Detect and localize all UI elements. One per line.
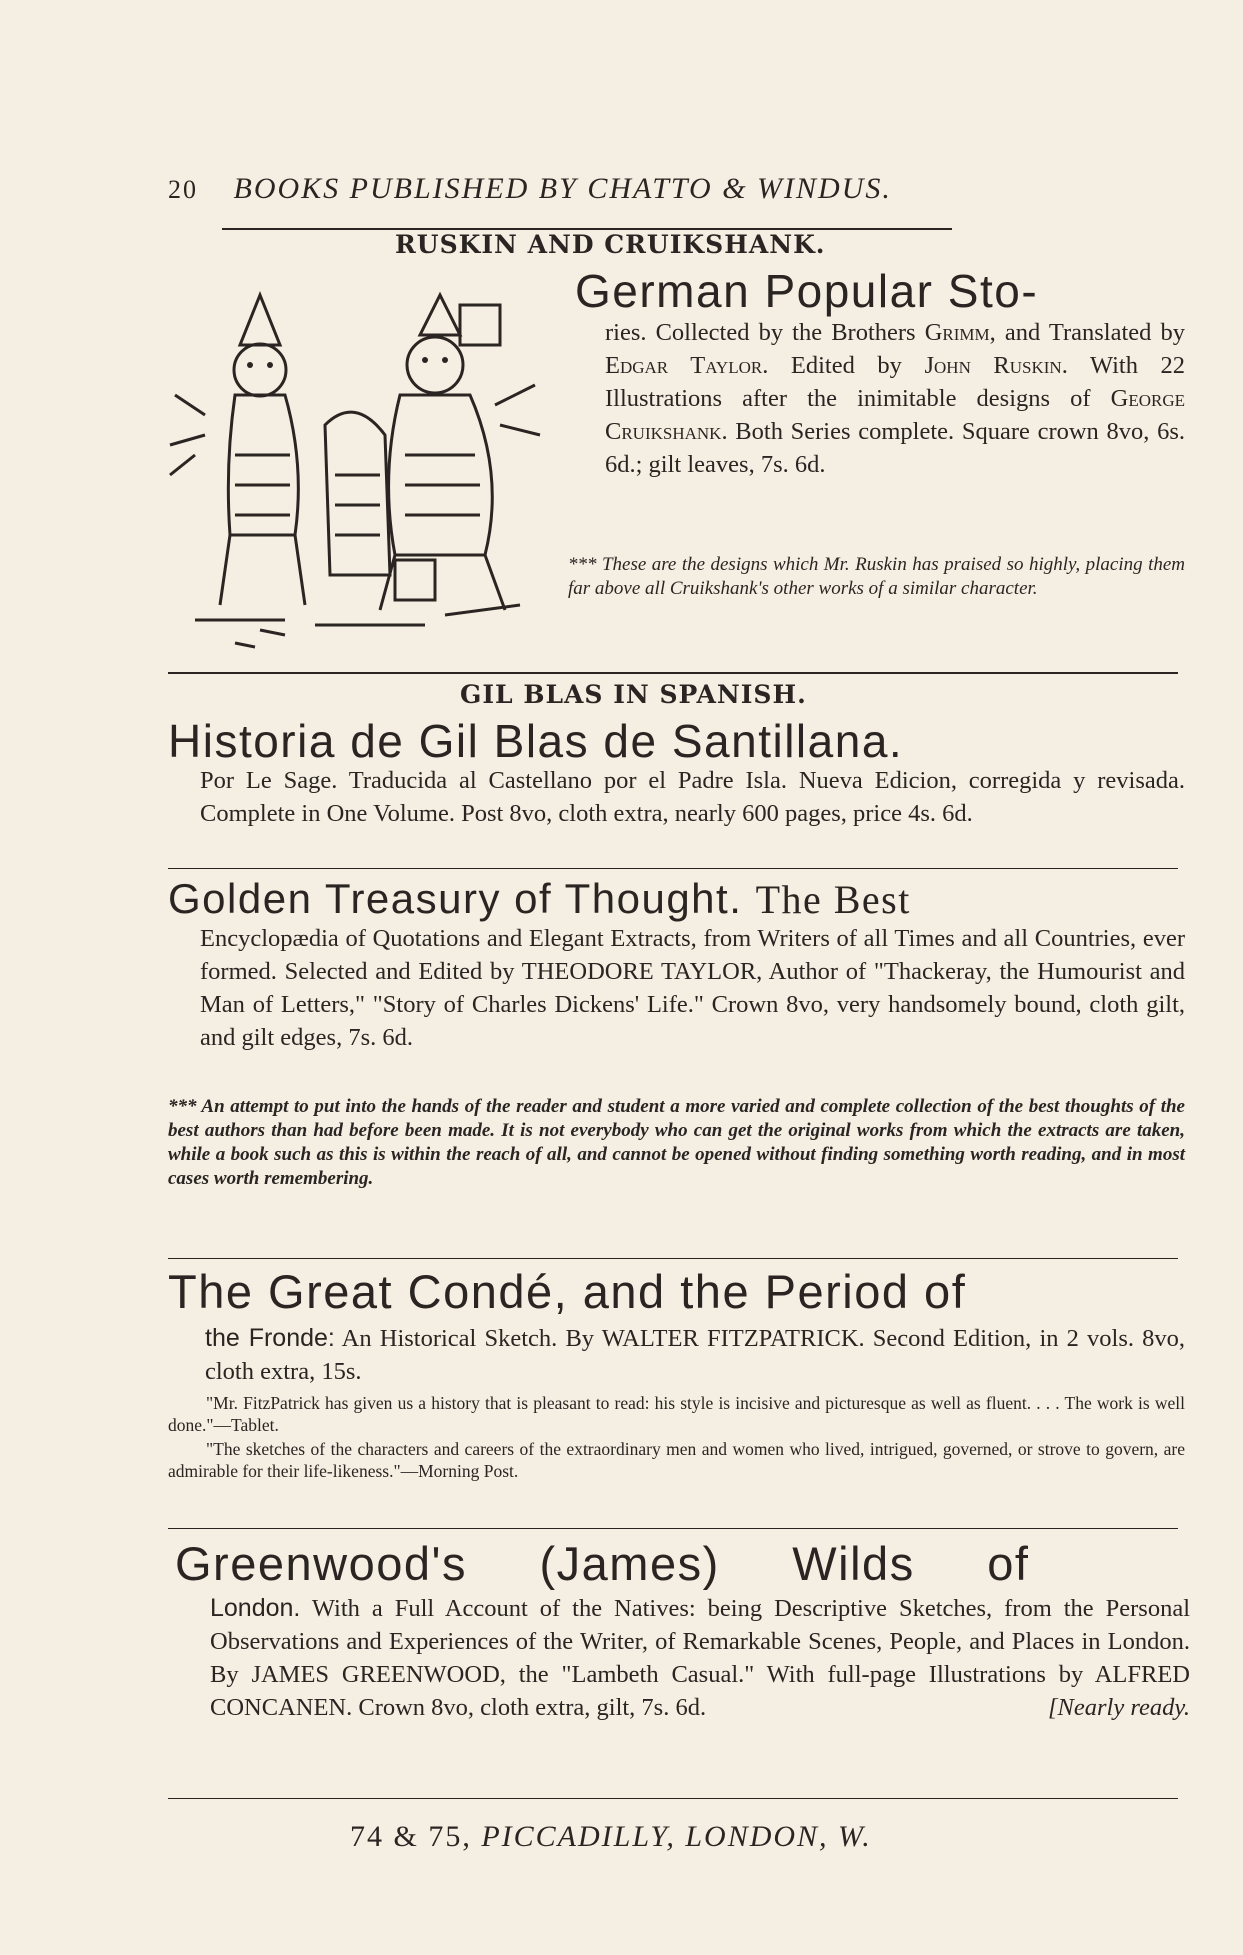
section-rule [168, 1528, 1178, 1529]
author-name: Edgar Taylor. [605, 352, 769, 379]
status-note: [Nearly ready. [1048, 1694, 1190, 1721]
address-place: PICCADILLY, LONDON, W. [481, 1820, 872, 1853]
entry-title-golden-treasury [168, 875, 911, 922]
body-text: With a Full Account of the Natives: being Descriptive Sketches, from the Personal Observations and Experiences of the Writer, of Remarkable Scenes, People, and Places in London. By JAMES GREENWOOD, the "Lambeth Casual." With full-page Illustrations by ALFRED CONCANEN. Crown 8vo, cloth extra, gilt, 7s. 6d. [210, 1595, 1190, 1721]
running-title: BOOKS PUBLISHED BY CHATTO & WINDUS. [233, 172, 892, 205]
entry-body-gil-blas: Por Le Sage. Traducida al Castellano por el Padre Isla. Nueva Edicion, corregida y revisada. Complete in One Volume. Post 8vo, cloth extra, nearly 600 pages, price 4s. 6d. [200, 767, 1185, 827]
section-rule [168, 1258, 1178, 1259]
author-name: George Cruikshank. [605, 385, 1185, 445]
section-heading-ruskin: RUSKIN AND CRUIKSHANK. [395, 230, 826, 259]
section-heading-gil-blas: GIL BLAS IN SPANISH. [460, 680, 807, 709]
author-name: Grimm, [924, 319, 996, 346]
running-head [168, 172, 1098, 206]
section-rule [168, 672, 1178, 674]
review-quote-morning-post: "The sketches of the characters and careers of the extraordinary men and women who lived, intrigued, governed, or strove to govern, are admirable for their life-likeness."—Morning Post. [168, 1439, 1185, 1481]
entry-title-german-stories: German Popular Sto- [575, 265, 1039, 317]
body-text: ries. Collected by the Brothers [605, 319, 916, 346]
entry-body-golden-treasury: Encyclopædia of Quotations and Elegant Extracts, from Writers of all Times and all Countries, ever formed. Selected and Edited by THEODORE TAYLOR, Author of "Thackeray, the Humourist and Man of Letters," "Story of Charles Dickens' Life." Crown 8vo, very handsomely bound, cloth gilt, and gilt edges, 7s. 6d. [200, 925, 1185, 1051]
body-text: With 22 Illustrations after the inimitable designs of [605, 352, 1186, 412]
title-text: Golden Treasury of Thought. [168, 875, 743, 922]
entry-body-great-conde [205, 1322, 1185, 1388]
address-number: 74 & 75, [350, 1820, 472, 1853]
entry-title-gil-blas: Historia de Gil Blas de Santillana. [168, 715, 904, 767]
review-quote-tablet: "Mr. FitzPatrick has given us a history that is pleasant to read: his style is incisive and picturesque as well as fluent. . . . The work is well done."—Tablet. [168, 1393, 1185, 1435]
body-text: Edited by [790, 352, 902, 379]
entry-body-german-stories [605, 316, 1185, 481]
section-rule [168, 868, 1178, 869]
title-tail: The Best [755, 877, 911, 922]
body-text: Both Series complete. Square crown 8vo, 6s. 6d.; gilt leaves, 7s. 6d. [605, 418, 1185, 478]
cruikshank-illustration [165, 275, 550, 655]
body-text: and Translated by [1004, 319, 1186, 346]
subtitle-text: the Fronde: [205, 1324, 335, 1352]
entry-note-german-stories: *** These are the designs which Mr. Ruskin has praised so highly, placing them far above all Cruikshank's other works of a similar character. [568, 554, 1185, 599]
body-text: An Historical Sketch. By WALTER FITZPATRICK. Second Edition, in 2 vols. 8vo, cloth extra, 15s. [205, 1325, 1185, 1385]
entry-body-greenwood [210, 1592, 1190, 1724]
footer-rule [168, 1798, 1178, 1799]
imprint-footer [350, 1820, 1050, 1854]
entry-title-greenwood: Greenwood's (James) Wilds of [175, 1537, 1030, 1590]
entry-note-golden-treasury: *** An attempt to put into the hands of the reader and student a more varied and complete collection of the best thoughts of the best authors than had before been made. It is not everybody who can get the original works from which the extracts are taken, while a book such as this is within the reach of all, and cannot be opened without finding something worth reading, and in most cases worth remembering. [168, 1096, 1185, 1189]
page-number: 20 [168, 175, 198, 204]
author-name: John Ruskin. [924, 352, 1068, 379]
entry-title-great-conde: The Great Condé, and the Period of [168, 1265, 967, 1318]
subtitle-text: London. [210, 1594, 301, 1622]
